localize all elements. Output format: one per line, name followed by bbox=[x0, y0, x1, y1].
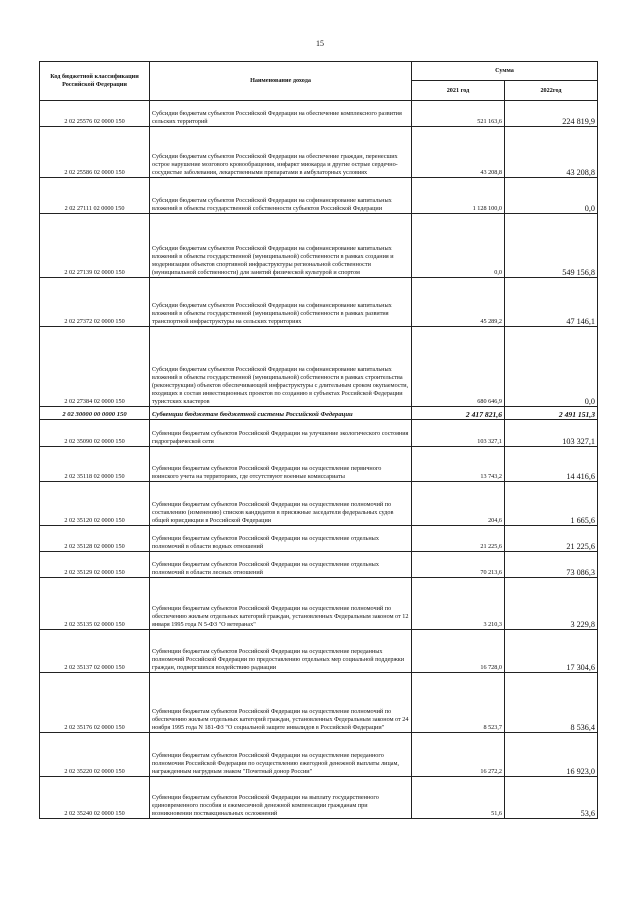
row-value-2021: 680 646,9 bbox=[412, 327, 505, 407]
row-name: Субвенции бюджетам субъектов Российской Федерации на осуществление переданных полномочий Российской Федерации по предоставлению отдельных мер социальной поддержки граждан, подвергшихся воздействию радиации bbox=[150, 630, 412, 673]
row-code: 2 02 30000 00 0000 150 bbox=[40, 407, 150, 420]
row-value-2021: 51,6 bbox=[412, 777, 505, 819]
row-name: Субвенции бюджетам субъектов Российской Федерации на улучшение экологического состояния гидрографической сети bbox=[150, 420, 412, 447]
row-value-2021: 13 743,2 bbox=[412, 447, 505, 482]
table-row-total bbox=[40, 407, 598, 420]
row-code: 2 02 27384 02 0000 150 bbox=[40, 327, 150, 407]
row-value-2022: 1 665,6 bbox=[505, 482, 598, 526]
table-row bbox=[40, 526, 598, 552]
row-value-2022: 8 536,4 bbox=[505, 673, 598, 733]
header-year-2022: 2022год bbox=[505, 81, 598, 101]
row-name: Субвенции бюджетам субъектов Российской Федерации на осуществление полномочий по обеспечению жильем отдельных категорий граждан, установленных Федеральным законом от 24 ноября 1995 года N 181-ФЗ "О социальной защите инвалидов в Российской Федерации" bbox=[150, 673, 412, 733]
row-code: 2 02 35176 02 0000 150 bbox=[40, 673, 150, 733]
row-value-2022: 103 327,1 bbox=[505, 420, 598, 447]
page-number: 15 bbox=[316, 39, 324, 48]
row-value-2021: 16 728,0 bbox=[412, 630, 505, 673]
row-value-2021: 16 272,2 bbox=[412, 733, 505, 777]
table-row bbox=[40, 552, 598, 578]
header-name: Наименование дохода bbox=[150, 62, 412, 101]
row-value-2022: 2 491 151,3 bbox=[505, 407, 598, 420]
row-code: 2 02 35240 02 0000 150 bbox=[40, 777, 150, 819]
row-value-2021: 521 163,6 bbox=[412, 101, 505, 127]
row-code: 2 02 35120 02 0000 150 bbox=[40, 482, 150, 526]
header-year-2021: 2021 год bbox=[412, 81, 505, 101]
row-code: 2 02 35135 02 0000 150 bbox=[40, 578, 150, 630]
row-value-2021: 204,6 bbox=[412, 482, 505, 526]
row-code: 2 02 25586 02 0000 150 bbox=[40, 127, 150, 178]
row-value-2021: 70 213,6 bbox=[412, 552, 505, 578]
row-code: 2 02 25576 02 0000 150 bbox=[40, 101, 150, 127]
row-name: Субвенции бюджетам субъектов Российской Федерации на осуществление отдельных полномочий в области лесных отношений bbox=[150, 552, 412, 578]
row-value-2022: 549 156,8 bbox=[505, 214, 598, 278]
row-code: 2 02 35137 02 0000 150 bbox=[40, 630, 150, 673]
table-row bbox=[40, 327, 598, 407]
row-name: Субвенции бюджетам бюджетной системы Российской Федерации bbox=[150, 407, 412, 420]
row-value-2022: 16 923,0 bbox=[505, 733, 598, 777]
row-value-2021: 103 327,1 bbox=[412, 420, 505, 447]
row-code: 2 02 27372 02 0000 150 bbox=[40, 278, 150, 327]
row-name: Субсидии бюджетам субъектов Российской Федерации на софинансирование капитальных вложений в объекты государственной (муниципальной) собственности в рамках строительства (реконструкции) объектов обеспечивающей инфраструктуры с длительным сроком окупаемости, входящих в состав инвестиционных проектов по созданию в субъектах Российской Федерации туристских кластеров bbox=[150, 327, 412, 407]
row-value-2021: 21 225,6 bbox=[412, 526, 505, 552]
table-row bbox=[40, 178, 598, 214]
row-name: Субвенции бюджетам субъектов Российской Федерации на осуществление первичного воинского учета на территориях, где отсутствуют военные комиссариаты bbox=[150, 447, 412, 482]
row-value-2022: 14 416,6 bbox=[505, 447, 598, 482]
table-row bbox=[40, 777, 598, 819]
row-name: Субвенции бюджетам субъектов Российской Федерации на осуществление переданного полномочия Российской Федерации по осуществлению ежегодной денежной выплаты лицам, награжденным нагрудным знаком "Почетный донор России" bbox=[150, 733, 412, 777]
table-row bbox=[40, 673, 598, 733]
table-row bbox=[40, 482, 598, 526]
row-code: 2 02 27111 02 0000 150 bbox=[40, 178, 150, 214]
row-code: 2 02 27139 02 0000 150 bbox=[40, 214, 150, 278]
table-row bbox=[40, 578, 598, 630]
table-row bbox=[40, 733, 598, 777]
table-row bbox=[40, 278, 598, 327]
table-row bbox=[40, 214, 598, 278]
row-value-2022: 17 304,6 bbox=[505, 630, 598, 673]
row-code: 2 02 35118 02 0000 150 bbox=[40, 447, 150, 482]
row-name: Субвенции бюджетам субъектов Российской Федерации на осуществление отдельных полномочий в области водных отношений bbox=[150, 526, 412, 552]
row-value-2021: 8 523,7 bbox=[412, 673, 505, 733]
row-value-2022: 43 208,8 bbox=[505, 127, 598, 178]
row-value-2022: 224 819,9 bbox=[505, 101, 598, 127]
row-name: Субсидии бюджетам субъектов Российской Федерации на софинансирование капитальных вложений в объекты государственной собственности субъектов Российской Федерации bbox=[150, 178, 412, 214]
row-name: Субвенции бюджетам субъектов Российской Федерации на выплату государственного единовременного пособия и ежемесячной денежной компенсации гражданам при возникновении поствакцинальных осложнений bbox=[150, 777, 412, 819]
row-value-2021: 45 289,2 bbox=[412, 278, 505, 327]
row-value-2022: 73 086,3 bbox=[505, 552, 598, 578]
row-value-2022: 47 146,1 bbox=[505, 278, 598, 327]
row-value-2021: 2 417 821,6 bbox=[412, 407, 505, 420]
row-value-2022: 0,0 bbox=[505, 327, 598, 407]
row-value-2022: 53,6 bbox=[505, 777, 598, 819]
row-value-2021: 0,0 bbox=[412, 214, 505, 278]
row-name: Субсидии бюджетам субъектов Российской Федерации на софинансирование капитальных вложений в объекты государственной (муниципальной) собственности в рамках развития транспортной инфраструктуры на сельских территориях bbox=[150, 278, 412, 327]
row-name: Субсидии бюджетам субъектов Российской Федерации на обеспечение комплексного развития сельских территорий bbox=[150, 101, 412, 127]
row-name: Субсидии бюджетам субъектов Российской Федерации на софинансирование капитальных вложений в объекты государственной (муниципальной) собственности в рамках создания и модернизации объектов спортивной инфраструктуры региональной собственности (муниципальной собственности) для занятий физической культурой и спортом bbox=[150, 214, 412, 278]
budget-income-table bbox=[39, 61, 598, 819]
row-value-2021: 3 210,3 bbox=[412, 578, 505, 630]
row-name: Субсидии бюджетам субъектов Российской Федерации на обеспечение граждан, перенесших острое нарушение мозгового кровообращения, инфаркт миокарда и другие острые сердечно-сосудистые заболевания, лекарственными препаратами в амбулаторных условиях bbox=[150, 127, 412, 178]
row-name: Субвенции бюджетам субъектов Российской Федерации на осуществление полномочий по обеспечению жильем отдельных категорий граждан, установленных Федеральным законом от 12 января 1995 года N 5-ФЗ "О ветеранах" bbox=[150, 578, 412, 630]
table-row bbox=[40, 127, 598, 178]
row-code: 2 02 35129 02 0000 150 bbox=[40, 552, 150, 578]
row-value-2021: 1 128 100,0 bbox=[412, 178, 505, 214]
table-row bbox=[40, 101, 598, 127]
row-code: 2 02 35090 02 0000 150 bbox=[40, 420, 150, 447]
table-row bbox=[40, 420, 598, 447]
row-value-2022: 3 229,8 bbox=[505, 578, 598, 630]
table-row bbox=[40, 447, 598, 482]
row-name: Субвенции бюджетам субъектов Российской Федерации на осуществление полномочий по составлению (изменению) списков кандидатов в присяжные заседатели федеральных судов общей юрисдикции в Российской Федерации bbox=[150, 482, 412, 526]
table-row bbox=[40, 630, 598, 673]
row-code: 2 02 35128 02 0000 150 bbox=[40, 526, 150, 552]
row-value-2022: 0,0 bbox=[505, 178, 598, 214]
header-sum: Сумма bbox=[412, 62, 598, 81]
row-code: 2 02 35220 02 0000 150 bbox=[40, 733, 150, 777]
header-code: Код бюджетной классификации Российской Федерации bbox=[40, 62, 150, 101]
row-value-2022: 21 225,6 bbox=[505, 526, 598, 552]
row-value-2021: 43 208,8 bbox=[412, 127, 505, 178]
